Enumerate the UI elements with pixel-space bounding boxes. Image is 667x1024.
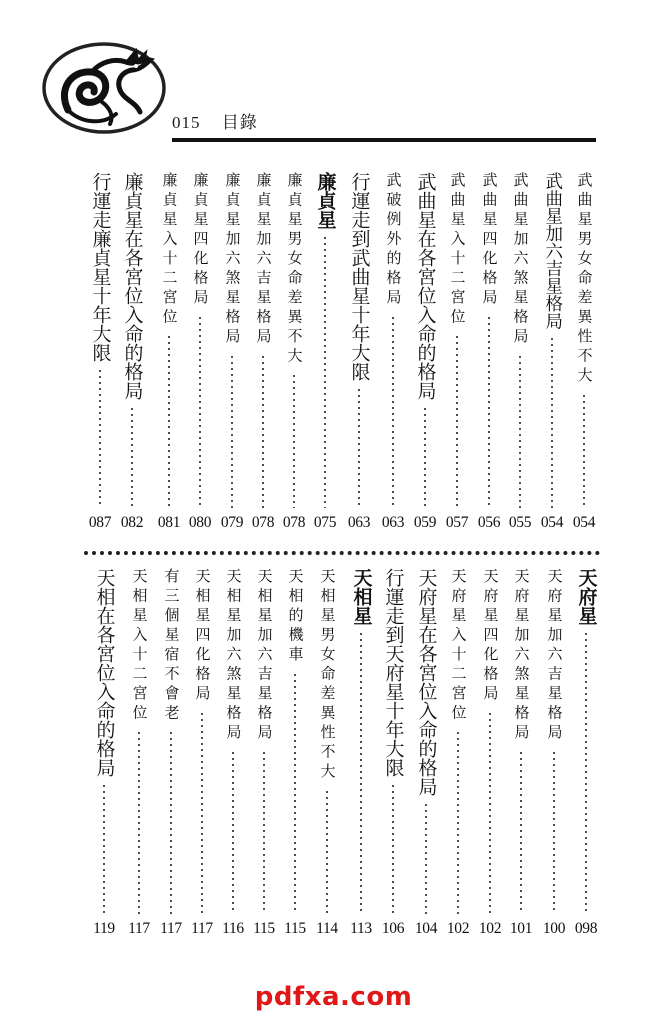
toc-entry[interactable] [412,172,438,532]
toc-section-heading[interactable] [312,172,338,532]
toc-entry[interactable] [477,568,503,938]
toc-entry-title: 武曲星男女命差異性不大 [575,172,594,387]
toc-entry-page: 119 [93,920,115,937]
toc-entry-page: 054 [540,514,564,531]
dot-leader [294,672,296,915]
toc-entry[interactable] [380,568,406,938]
dot-leader [488,315,490,509]
toc-entry-title: 天相星入十二宮位 [130,568,149,724]
toc-entry-title: 天府星加六煞星格局 [512,568,531,744]
dot-leader [170,730,172,914]
toc-entry[interactable] [380,172,406,532]
toc-entry-title: 廉貞星加六吉星格局 [254,172,273,348]
dot-leader [456,334,458,508]
toc-entry[interactable] [119,172,145,532]
dot-leader [583,393,585,509]
toc-entry[interactable] [413,568,439,938]
toc-entry[interactable] [282,568,308,938]
toc-entry-page: 080 [188,514,212,531]
dot-leader [553,750,555,915]
toc-entry-title: 武曲星在各宮位入命的格局 [414,172,437,400]
toc-entry-page: 117 [191,920,213,937]
toc-entry-page: 117 [160,920,182,937]
dot-leader [392,783,394,914]
toc-entry-title: 廉貞星加六煞星格局 [223,172,242,348]
toc-section-heading[interactable] [348,568,374,938]
toc-entry-page: 078 [282,514,306,531]
toc-entry-page: 116 [222,920,244,937]
toc-entry[interactable] [187,172,213,532]
toc-entry-title: 行運走到天府星十年大限 [382,568,405,777]
toc-entry-page: 081 [157,514,181,531]
toc-entry[interactable] [126,568,152,938]
dot-leader [232,750,234,915]
dot-leader [360,631,362,914]
toc-entry-title: 武曲星加六吉星格局 [542,172,563,330]
toc-entry-title: 天相星男女命差異性不大 [318,568,337,783]
toc-entry-title: 天相星四化格局 [193,568,212,705]
toc-entry-page: 054 [572,514,596,531]
dot-leader [392,315,394,509]
toc-entry-title: 廉貞星在各宮位入命的格局 [121,172,144,400]
toc-entry[interactable] [91,568,117,938]
toc-entry-page: 078 [251,514,275,531]
toc-entry-page: 104 [414,920,438,937]
dot-leader [585,631,587,914]
watermark: pdfxa.com [254,982,413,1012]
dot-leader [138,730,140,914]
toc-section-heading[interactable] [573,568,599,938]
dot-leader [358,387,360,508]
toc-entry[interactable] [250,172,276,532]
toc-entry-title: 廉貞星 [314,172,337,229]
toc-entry-title: 廉貞星男女命差異不大 [285,172,304,367]
page-header [172,108,258,133]
toc-entry[interactable] [476,172,502,532]
toc-entry[interactable] [507,172,533,532]
toc-entry[interactable] [158,568,184,938]
toc-entry-page: 075 [313,514,337,531]
dot-leader [520,750,522,915]
dot-leader [425,802,427,914]
toc-entry[interactable] [541,568,567,938]
header-page-number: 015 [172,113,201,132]
toc-entry-page: 059 [413,514,437,531]
dot-leader [324,235,326,508]
toc-entry[interactable] [251,568,277,938]
toc-entry-page: 113 [350,920,372,937]
toc-entry[interactable] [444,172,470,532]
toc-entry[interactable] [508,568,534,938]
toc-entry-title: 行運走廉貞星十年大限 [89,172,112,362]
dragon-logo [40,40,168,136]
toc-entry-title: 天府星入十二宮位 [449,568,468,724]
toc-entry-page: 057 [445,514,469,531]
toc-entry-title: 武破例外的格局 [384,172,403,309]
toc-entry-title: 天府星 [575,568,598,625]
toc-entry-page: 115 [284,920,306,937]
toc-entry-title: 武曲星加六煞星格局 [511,172,530,348]
dot-leader [231,354,233,509]
toc-entry-page: 082 [120,514,144,531]
toc-entry-title: 天府星在各宮位入命的格局 [415,568,438,796]
toc-entry-page: 098 [574,920,598,937]
toc-entry[interactable] [189,568,215,938]
dot-leader [131,406,133,508]
toc-entry-page: 114 [316,920,338,937]
toc-entry-page: 063 [347,514,371,531]
toc-entry[interactable] [539,172,565,532]
dot-leader [424,406,426,508]
toc-entry-title: 天相星 [350,568,373,625]
toc-entry-page: 079 [220,514,244,531]
section-separator [84,551,600,555]
dot-leader [489,711,491,915]
dot-leader [263,750,265,915]
toc-entry-page: 115 [253,920,275,937]
header-title: 目錄 [221,113,258,132]
toc-entry-title: 天相在各宮位入命的格局 [93,568,116,777]
toc-entry-title: 行運走到武曲星十年大限 [348,172,371,381]
toc-entry-title: 天相的機車 [286,568,305,666]
toc-entry-page: 102 [478,920,502,937]
dot-leader [199,315,201,509]
toc-entry-title: 廉貞星四化格局 [191,172,210,309]
toc-entry[interactable] [156,172,182,532]
toc-entry[interactable] [281,172,307,532]
toc-entry-page: 101 [509,920,533,937]
toc-entry[interactable] [219,172,245,532]
toc-entry-page: 055 [508,514,532,531]
toc-entry-title: 天府星加六吉星格局 [545,568,564,744]
toc-entry[interactable] [220,568,246,938]
toc-entry-page: 102 [446,920,470,937]
toc-entry-page: 063 [381,514,405,531]
dot-leader [201,711,203,915]
dot-leader [519,354,521,509]
dot-leader [293,373,295,508]
dot-leader [103,783,105,914]
dot-leader [551,336,553,509]
toc-entry-title: 天相星加六吉星格局 [255,568,274,744]
toc-entry-title: 天府星四化格局 [481,568,500,705]
toc-entry-title: 武曲星入十二宮位 [448,172,467,328]
dot-leader [457,730,459,914]
toc-entry-page: 117 [128,920,150,937]
toc-entry-title: 天相星加六煞星格局 [224,568,243,744]
dot-leader [262,354,264,509]
toc-entry-page: 056 [477,514,501,531]
toc-entry-page: 100 [542,920,566,937]
toc-entry[interactable] [571,172,597,532]
toc-entry-title: 武曲星四化格局 [480,172,499,309]
toc-entry[interactable] [314,568,340,938]
toc-entry[interactable] [445,568,471,938]
toc-entry[interactable] [87,172,113,532]
toc-entry-title: 廉貞星入十二宮位 [160,172,179,328]
toc-entry-title: 有三個星宿不會老 [162,568,181,724]
dragon-emblem-icon [40,40,168,136]
toc-entry[interactable] [346,172,372,532]
dot-leader [326,789,328,915]
dot-leader [168,334,170,508]
dot-leader [99,368,101,508]
toc-entry-page: 106 [381,920,405,937]
header-rule [172,138,596,142]
toc-entry-page: 087 [88,514,112,531]
